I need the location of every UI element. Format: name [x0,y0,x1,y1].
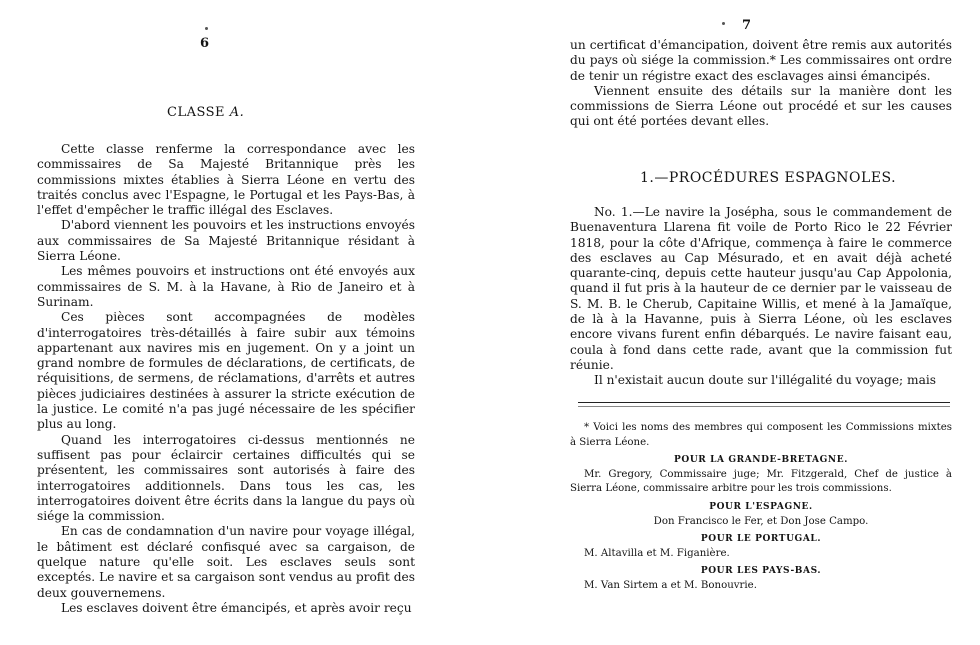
footnote-country: POUR L'ESPAGNE. [709,501,813,512]
footnote [570,421,952,594]
paragraph: Quand les interrogatoires ci-dessus mentionnés ne suffisent pas pour éclaircir certaines difficultés qui se présentent, les commissaires sont autorisés à faire des interrogatoires additionnels. Dans tous les cas, les interrogatoires doivent être écrits dans la langue du pays où siége la commission. [37,432,415,524]
footnote-members: M. Altavilla et M. Figanière. [584,547,730,559]
paragraph: En cas de condamnation d'un navire pour voyage illégal, le bâtiment est déclaré confisqué avec sa cargaison, de quelque nature qu'elle soit. Les esclaves seuls sont exceptés. Le navire et sa cargaison sont vendus au profit des deux gouvernemens. [37,524,415,600]
paragraph: Les esclaves doivent être émancipés, et après avoir reçu [61,600,412,615]
right-page [490,0,980,645]
paragraph: Ces pièces sont accompagnées de modèles d'interrogatoires très-détaillés à faire subir aux témoins appartenant aux navires mis en jugement. On y a joint un grand nombre de formules de déclarations, de certificats, de réquisitions, de sermens, de réclamations, d'arrêts et autres pièces judiciaires destinées à assurer la stricte exécution de la justice. Le comité n'a pas jugé nécessaire de les spécifier plus au long. [37,310,415,432]
paragraph: Il n'existait aucun doute sur l'illégalité du voyage; mais [594,373,937,388]
footnote-country: POUR LE PORTUGAL. [700,534,822,545]
footnote-members: M. Van Sirtem a et M. Bonouvrie. [584,579,757,591]
footnote-rule-thin [578,406,950,407]
print-speck [205,27,208,30]
class-heading-word: CLASSE [167,105,226,120]
paragraph: Viennent ensuite des détails sur la manière dont les commissions de Sierra Léone out procédé et sur les causes qui ont été portées devant elles. [570,83,952,129]
class-heading [167,105,244,120]
class-heading-letter: A. [229,105,245,120]
paragraph: No. 1.—Le navire la Josépha, sous le commandement de Buenaventura Llarena fit voile de Porto Rico le 22 Février 1818, pour la côte d'Afrique, commença à faire le commerce des esclaves au Cap Mésurado, et en avait déjà acheté quarante-cinq, depuis cette hauteur jusqu'au Cap Appolonia, quand il fut pris à la hauteur de ce dernier par le vaisseau de S. M. B. le Cherub, Capitaine Willis, et mené à la Jamaïque, de là à la Havanne, puis à Sierra Léone, où les esclaves encore vivans furent enfin débarqués. Le navire faisant eau, coula à fond dans cette rade, avant que la commission fut réunie. [570,205,952,372]
left-body-text [37,142,415,616]
section-heading: 1.—PROCÉDURES ESPAGNOLES. [640,170,897,186]
footnote-intro: * Voici les noms des membres qui composent les Commissions mixtes à Sierra Léone. [570,422,952,448]
right-page-number: 7 [742,18,752,33]
footnote-country: POUR LES PAYS-BAS. [700,566,822,577]
print-speck [722,22,725,25]
footnote-country: POUR LA GRANDE-BRETAGNE. [674,455,848,466]
paragraph: Les mêmes pouvoirs et instructions ont été envoyés aux commissaires de S. M. à la Havane, à Rio de Janeiro et à Surinam. [37,264,415,309]
left-page-number: 6 [200,36,210,51]
right-top-text [570,38,952,130]
right-body-text [570,205,952,389]
paragraph: D'abord viennent les pouvoirs et les instructions envoyés aux commissaires de Sa Majesté Britannique résidant à Sierra Léone. [37,218,415,264]
footnote-rule [578,402,950,403]
paragraph: Cette classe renferme la correspondance avec les commissaires de Sa Majesté Britannique près les commissions mixtes établies à Sierra Léone en vertu des traités conclus avec l'Espagne, le Portugal et les Pays-Bas, à l'effet d'empêcher le traffic illégal des Esclaves. [37,142,415,218]
paragraph: un certificat d'émancipation, doivent être remis aux autorités du pays où siége la commission.* Les commissaires ont ordre de tenir un régistre exact des esclavages ainsi émancipés. [570,38,952,83]
footnote-members: Mr. Gregory, Commissaire juge; Mr. Fitzgerald, Chef de justice à Sierra Léone, commissaire arbitre pour les trois commissions. [570,468,952,495]
footnote-members: Don Francisco le Fer, et Don Jose Campo. [653,515,869,527]
